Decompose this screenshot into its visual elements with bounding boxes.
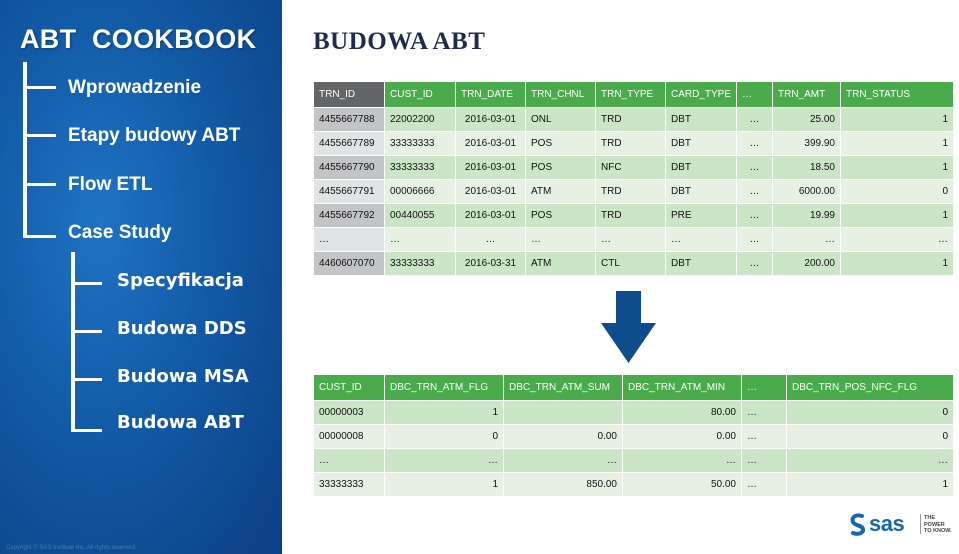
tree-branch [23, 86, 56, 89]
table-cell: 22002200 [385, 108, 456, 132]
column-header: … [742, 375, 787, 401]
table-cell: … [742, 449, 787, 473]
column-header: TRN_CHNL [526, 82, 596, 108]
table-cell: DBT [666, 132, 737, 156]
table-cell: 80.00 [623, 401, 742, 425]
subtree-branch [71, 378, 102, 381]
page-title: BUDOWA ABT [313, 28, 486, 55]
table-cell: … [737, 132, 773, 156]
table-cell: 0 [385, 425, 504, 449]
table-cell: 399.90 [773, 132, 841, 156]
table-cell: DBT [666, 156, 737, 180]
subtree-branch [71, 429, 102, 432]
table-cell: 00000003 [314, 401, 385, 425]
table-cell: … [385, 449, 504, 473]
table-cell: … [623, 449, 742, 473]
table-cell: 1 [841, 252, 954, 276]
table-cell: … [526, 228, 596, 252]
table-cell: PRE [666, 204, 737, 228]
column-header: TRN_AMT [773, 82, 841, 108]
sidebar-subitem-budowa-dds[interactable]: Budowa DDS [117, 318, 247, 339]
table-cell: TRD [596, 108, 666, 132]
table-cell: … [666, 228, 737, 252]
table-cell: 1 [841, 132, 954, 156]
table-cell: … [737, 228, 773, 252]
table-header-row [314, 82, 954, 108]
subtree-trunk [71, 252, 75, 432]
table-cell: … [314, 449, 385, 473]
table-cell: 00440055 [385, 204, 456, 228]
table-cell: TRD [596, 132, 666, 156]
sidebar-item-wprowadzenie[interactable]: Wprowadzenie [68, 77, 202, 98]
column-header: DBC_TRN_ATM_SUM [504, 375, 623, 401]
table-row [314, 449, 954, 473]
table-cell: … [742, 401, 787, 425]
table-cell: 850.00 [504, 473, 623, 497]
table-cell: … [737, 252, 773, 276]
customer-aggregates-table [313, 374, 954, 497]
tree-branch [23, 134, 56, 137]
table-cell: TRD [596, 204, 666, 228]
table-cell: 4455667789 [314, 132, 385, 156]
table-cell: 2016-03-01 [456, 156, 526, 180]
table-cell: 19.99 [773, 204, 841, 228]
table-cell: 6000.00 [773, 180, 841, 204]
table-cell: … [456, 228, 526, 252]
table-cell: … [737, 108, 773, 132]
column-header: DBC_TRN_ATM_MIN [623, 375, 742, 401]
table-cell: 2016-03-31 [456, 252, 526, 276]
table-cell: … [841, 228, 954, 252]
table-row [314, 180, 954, 204]
down-arrow-icon [601, 291, 656, 363]
column-header: TRN_ID [314, 82, 385, 108]
table-row [314, 132, 954, 156]
sas-logo [848, 511, 958, 543]
column-header: TRN_STATUS [841, 82, 954, 108]
table-cell: 0 [841, 180, 954, 204]
table-row [314, 252, 954, 276]
table-cell: 2016-03-01 [456, 180, 526, 204]
column-header: CUST_ID [314, 375, 385, 401]
table-row [314, 401, 954, 425]
transactions-table [313, 81, 954, 276]
table-cell: 25.00 [773, 108, 841, 132]
table-cell: 1 [385, 401, 504, 425]
table-cell: … [773, 228, 841, 252]
sidebar-item-case-study[interactable]: Case Study [68, 222, 172, 243]
table-cell: 0.00 [623, 425, 742, 449]
table-row [314, 156, 954, 180]
column-header: DBC_TRN_ATM_FLG [385, 375, 504, 401]
table-cell: 2016-03-01 [456, 204, 526, 228]
table-cell: 2016-03-01 [456, 108, 526, 132]
table-cell: … [596, 228, 666, 252]
table-cell: DBT [666, 252, 737, 276]
logo-name: sas [869, 511, 905, 536]
table-cell: … [742, 425, 787, 449]
column-header: DBC_TRN_POS_NFC_FLG [787, 375, 954, 401]
logo-divider [920, 514, 921, 534]
table-row [314, 473, 954, 497]
subtree-branch [71, 282, 102, 285]
column-header: … [737, 82, 773, 108]
table-cell: 4455667792 [314, 204, 385, 228]
column-header: TRN_DATE [456, 82, 526, 108]
column-header: TRN_TYPE [596, 82, 666, 108]
sidebar-subitem-specyfikacja[interactable]: Specyfikacja [117, 270, 244, 291]
table-cell: 0.00 [504, 425, 623, 449]
table-cell: 33333333 [314, 473, 385, 497]
table-header-row [314, 375, 954, 401]
column-header: CUST_ID [385, 82, 456, 108]
table-cell: DBT [666, 180, 737, 204]
table-cell: POS [526, 204, 596, 228]
logo-tagline: THE POWER TO KNOW. [924, 515, 952, 534]
column-header: CARD_TYPE [666, 82, 737, 108]
table-cell: ATM [526, 252, 596, 276]
table-row [314, 228, 954, 252]
table-cell: ATM [526, 180, 596, 204]
table-cell: 1 [841, 156, 954, 180]
app-title: ABT COOKBOOK [20, 24, 257, 54]
table-cell: … [787, 449, 954, 473]
table-cell: 2016-03-01 [456, 132, 526, 156]
table-cell: NFC [596, 156, 666, 180]
table-cell: CTL [596, 252, 666, 276]
copyright-note: Copyright © SAS Institute Inc. All rights reserved. [6, 545, 137, 551]
table-cell: … [385, 228, 456, 252]
table-cell: 4460607070 [314, 252, 385, 276]
table-cell: 1 [841, 108, 954, 132]
table-cell: 33333333 [385, 252, 456, 276]
table-cell: 1 [841, 204, 954, 228]
table-row [314, 108, 954, 132]
subtree-branch [71, 330, 102, 333]
table-cell: 1 [385, 473, 504, 497]
table-cell: 200.00 [773, 252, 841, 276]
table-cell: … [737, 156, 773, 180]
table-cell: 4455667791 [314, 180, 385, 204]
table-cell: 50.00 [623, 473, 742, 497]
table-cell: 0 [787, 401, 954, 425]
table-cell: 33333333 [385, 156, 456, 180]
table-row [314, 425, 954, 449]
table-cell: TRD [596, 180, 666, 204]
table-cell: ONL [526, 108, 596, 132]
table-row [314, 204, 954, 228]
table-cell: 4455667788 [314, 108, 385, 132]
table-cell: 18.50 [773, 156, 841, 180]
sidebar-subitem-budowa-abt[interactable]: Budowa ABT [117, 412, 244, 433]
table-cell: 1 [787, 473, 954, 497]
table-cell: 00006666 [385, 180, 456, 204]
table-cell: POS [526, 132, 596, 156]
sidebar [0, 0, 282, 554]
table-cell: … [504, 449, 623, 473]
sas-logo-icon [848, 513, 868, 537]
tree-branch [23, 183, 56, 186]
table-cell: 00000008 [314, 425, 385, 449]
table-cell: … [742, 473, 787, 497]
sidebar-subitem-budowa-msa[interactable]: Budowa MSA [117, 366, 249, 387]
table-cell: … [737, 180, 773, 204]
tree-branch [23, 235, 56, 238]
table-cell: 33333333 [385, 132, 456, 156]
table-cell: POS [526, 156, 596, 180]
sidebar-item-flow-etl[interactable]: Flow ETL [68, 174, 153, 195]
table-cell: … [314, 228, 385, 252]
sidebar-item-etapy-budowy-abt[interactable]: Etapy budowy ABT [68, 125, 241, 146]
table-cell: 0 [787, 425, 954, 449]
table-cell [504, 401, 623, 425]
table-cell: DBT [666, 108, 737, 132]
table-cell: 4455667790 [314, 156, 385, 180]
table-cell: … [737, 204, 773, 228]
